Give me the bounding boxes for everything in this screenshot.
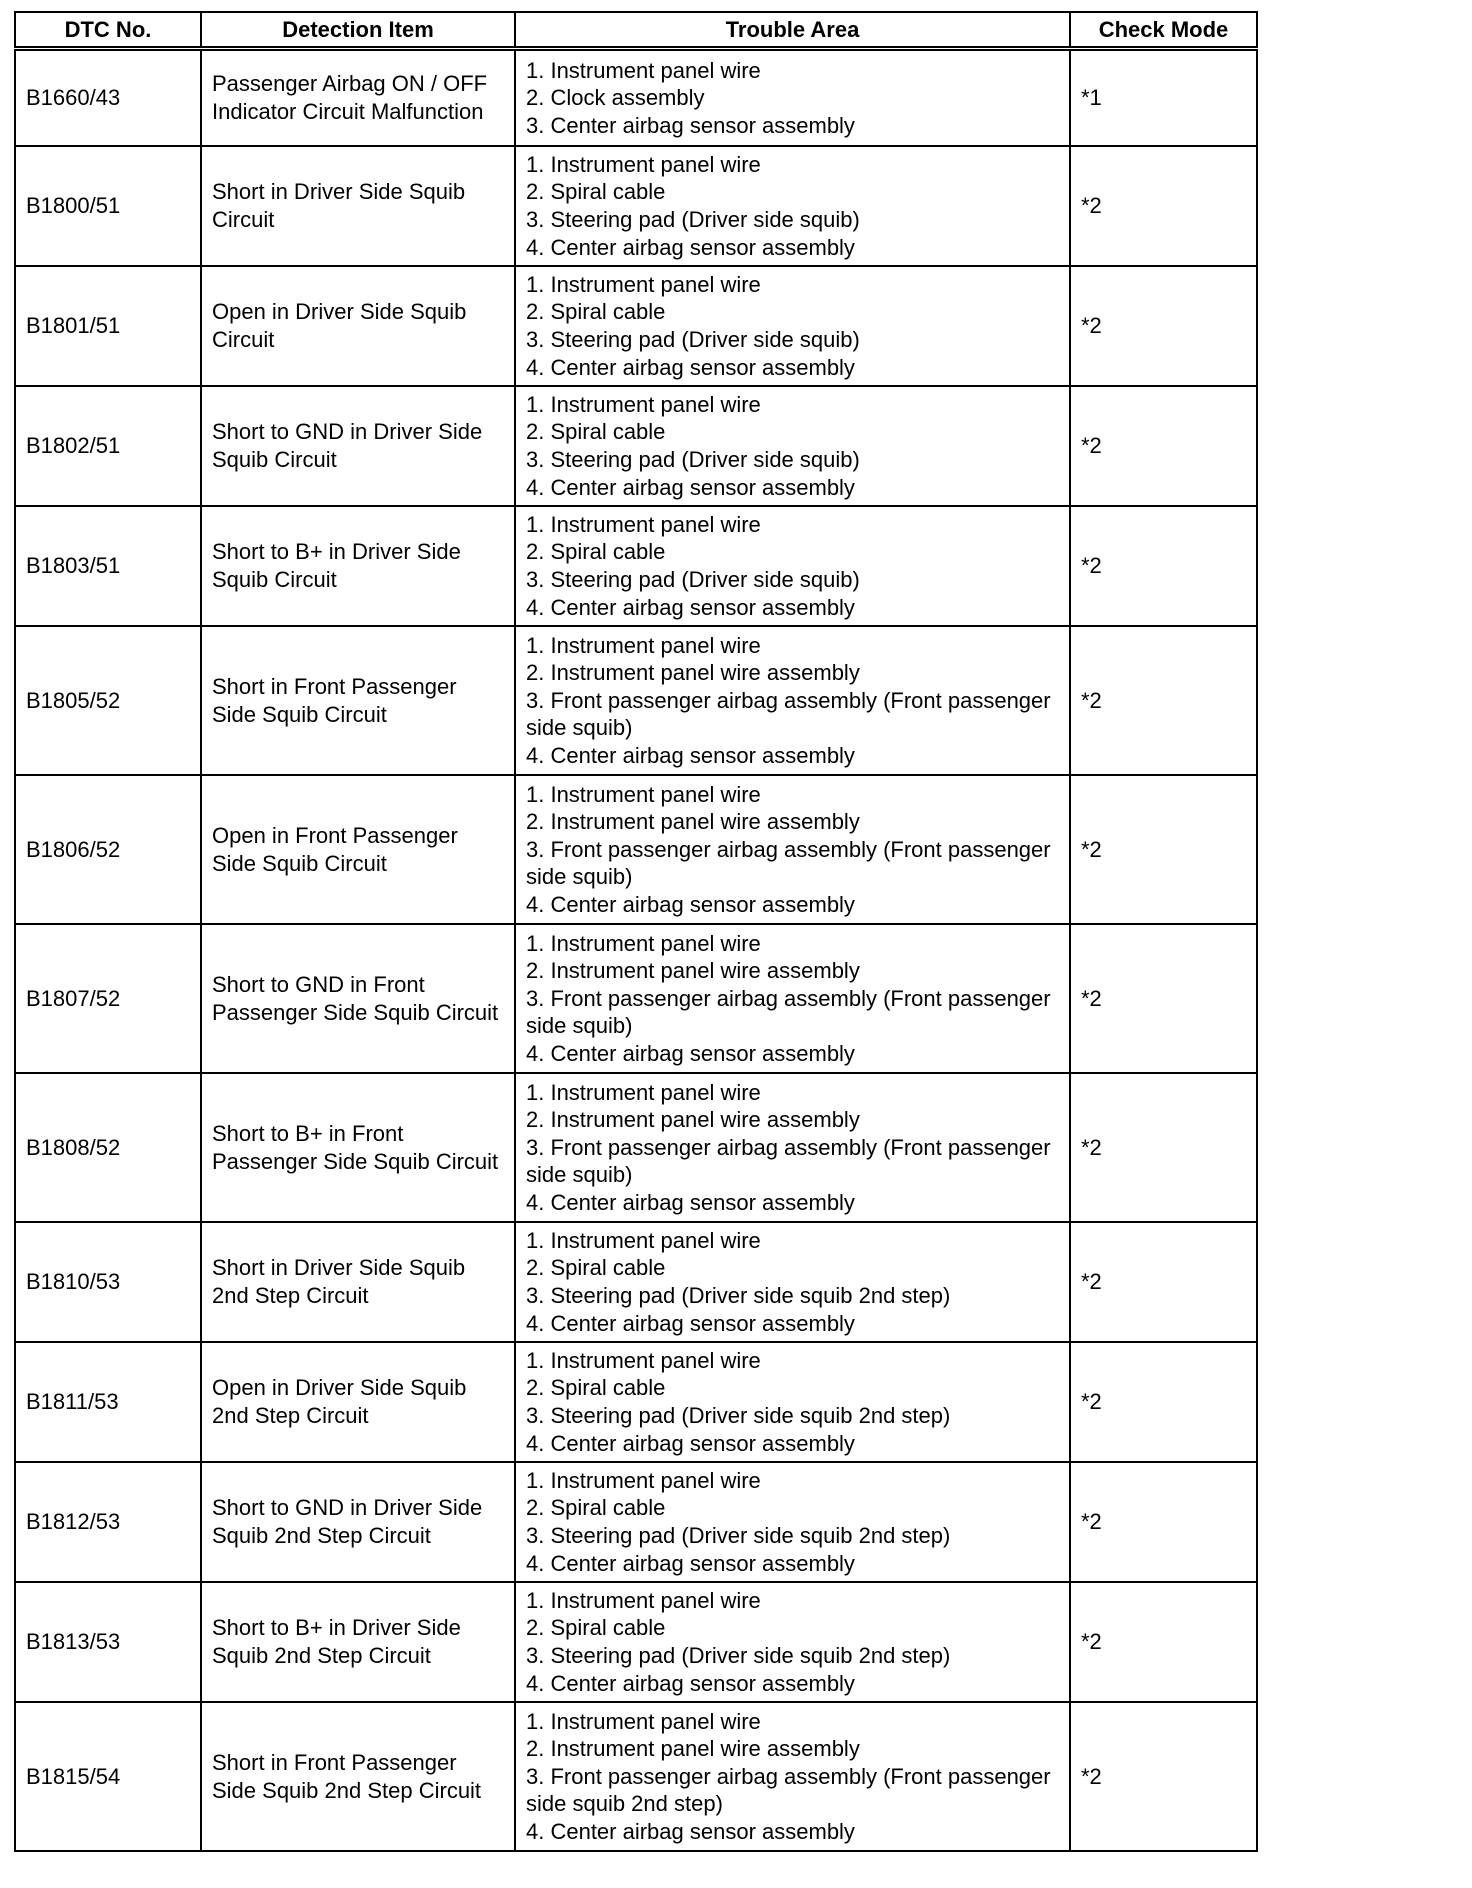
table-row [15,924,1257,1073]
trouble-area-item: 3. Front passenger airbag assembly (Front passenger side squib 2nd step) [526,1763,1051,1817]
trouble-area-item: 3. Front passenger airbag assembly (Front passenger side squib) [526,687,1051,741]
trouble-area-cell [515,266,1070,386]
dtc-number-cell: B1811/53 [15,1342,201,1462]
detection-item-cell: Open in Front Passenger Side Squib Circuit [201,775,515,924]
trouble-area-item: 4. Center airbag sensor assembly [526,474,855,500]
dtc-number-cell: B1813/53 [15,1582,201,1702]
header-dtc-no: DTC No. [15,12,201,49]
header-check-mode: Check Mode [1070,12,1257,49]
trouble-area-item: 2. Instrument panel wire assembly [526,660,860,686]
trouble-area-cell [515,1582,1070,1702]
table-row [15,1702,1257,1851]
trouble-area-item: 3. Steering pad (Driver side squib) [526,327,860,352]
dtc-table-container [14,11,1258,1852]
table-row [15,1222,1257,1342]
check-mode-cell: *2 [1070,1222,1257,1342]
trouble-area-item: 1. Instrument panel wire [526,1227,761,1253]
table-row [15,775,1257,924]
detection-item-cell: Short in Front Passenger Side Squib Circuit [201,626,515,775]
detection-item-cell: Short to GND in Driver Side Squib Circuit [201,386,515,506]
dtc-number-cell: B1806/52 [15,775,201,924]
trouble-area-item: 3. Steering pad (Driver side squib) [526,567,860,592]
trouble-area-cell [515,1342,1070,1462]
trouble-area-cell [515,1702,1070,1851]
trouble-area-item: 1. Instrument panel wire [526,511,761,537]
trouble-area-cell [515,146,1070,266]
header-trouble-area: Trouble Area [515,12,1070,49]
dtc-number-cell: B1803/51 [15,506,201,626]
trouble-area-item: 1. Instrument panel wire [526,57,761,83]
table-row [15,386,1257,506]
table-row [15,49,1257,147]
table-row [15,1582,1257,1702]
trouble-area-item: 4. Center airbag sensor assembly [526,1818,855,1844]
trouble-area-item: 2. Spiral cable [526,1615,666,1641]
detection-item-cell: Short to B+ in Driver Side Squib 2nd Step Circuit [201,1582,515,1702]
trouble-area-item: 4. Center airbag sensor assembly [526,1430,855,1456]
trouble-area-item: 1. Instrument panel wire [526,1587,761,1613]
trouble-area-item: 2. Instrument panel wire assembly [526,1736,860,1762]
trouble-area-item: 1. Instrument panel wire [526,1708,761,1734]
detection-item-cell: Short to B+ in Driver Side Squib Circuit [201,506,515,626]
table-row [15,1462,1257,1582]
dtc-number-cell: B1801/51 [15,266,201,386]
dtc-number-cell: B1802/51 [15,386,201,506]
check-mode-cell: *1 [1070,49,1257,147]
table-body [15,49,1257,1852]
trouble-area-item: 3. Center airbag sensor assembly [526,112,855,138]
trouble-area-item: 4. Center airbag sensor assembly [526,234,855,260]
table-row [15,506,1257,626]
dtc-number-cell: B1807/52 [15,924,201,1073]
trouble-area-item: 4. Center airbag sensor assembly [526,742,855,768]
check-mode-cell: *2 [1070,1073,1257,1222]
trouble-area-cell [515,1073,1070,1222]
trouble-area-item: 2. Spiral cable [526,1375,666,1401]
check-mode-cell: *2 [1070,1462,1257,1582]
dtc-table [14,11,1258,1852]
trouble-area-item: 3. Front passenger airbag assembly (Front passenger side squib) [526,1134,1051,1188]
trouble-area-item: 2. Spiral cable [526,1495,666,1521]
trouble-area-item: 3. Steering pad (Driver side squib 2nd step) [526,1643,951,1668]
check-mode-cell: *2 [1070,266,1257,386]
trouble-area-item: 4. Center airbag sensor assembly [526,891,855,917]
trouble-area-item: 2. Spiral cable [526,1255,666,1281]
table-row [15,146,1257,266]
trouble-area-item: 3. Steering pad (Driver side squib 2nd step) [526,1403,951,1428]
check-mode-cell: *2 [1070,1342,1257,1462]
dtc-number-cell: B1808/52 [15,1073,201,1222]
trouble-area-item: 1. Instrument panel wire [526,930,761,956]
trouble-area-item: 2. Spiral cable [526,179,666,205]
trouble-area-item: 4. Center airbag sensor assembly [526,594,855,620]
check-mode-cell: *2 [1070,1582,1257,1702]
detection-item-cell: Short to B+ in Front Passenger Side Squib Circuit [201,1073,515,1222]
trouble-area-cell [515,1222,1070,1342]
trouble-area-cell [515,506,1070,626]
trouble-area-cell [515,386,1070,506]
trouble-area-item: 1. Instrument panel wire [526,781,761,807]
check-mode-cell: *2 [1070,775,1257,924]
table-row [15,266,1257,386]
trouble-area-cell [515,775,1070,924]
dtc-number-cell: B1660/43 [15,49,201,147]
trouble-area-cell [515,1462,1070,1582]
trouble-area-item: 2. Instrument panel wire assembly [526,958,860,984]
check-mode-cell: *2 [1070,626,1257,775]
trouble-area-item: 1. Instrument panel wire [526,151,761,177]
trouble-area-item: 4. Center airbag sensor assembly [526,1189,855,1215]
trouble-area-item: 1. Instrument panel wire [526,1079,761,1105]
header-detection-item: Detection Item [201,12,515,49]
trouble-area-item: 1. Instrument panel wire [526,391,761,417]
dtc-number-cell: B1815/54 [15,1702,201,1851]
dtc-number-cell: B1812/53 [15,1462,201,1582]
trouble-area-item: 2. Spiral cable [526,539,666,565]
trouble-area-item: 1. Instrument panel wire [526,271,761,297]
trouble-area-item: 1. Instrument panel wire [526,1347,761,1373]
trouble-area-item: 3. Steering pad (Driver side squib) [526,447,860,472]
detection-item-cell: Open in Driver Side Squib Circuit [201,266,515,386]
check-mode-cell: *2 [1070,506,1257,626]
trouble-area-item: 3. Front passenger airbag assembly (Front passenger side squib) [526,985,1051,1039]
trouble-area-item: 3. Steering pad (Driver side squib 2nd step) [526,1523,951,1548]
table-row [15,1073,1257,1222]
dtc-number-cell: B1810/53 [15,1222,201,1342]
table-header-row [15,12,1257,49]
trouble-area-item: 3. Steering pad (Driver side squib 2nd step) [526,1283,951,1308]
table-row [15,1342,1257,1462]
trouble-area-item: 1. Instrument panel wire [526,632,761,658]
trouble-area-item: 3. Front passenger airbag assembly (Front passenger side squib) [526,836,1051,890]
trouble-area-item: 2. Spiral cable [526,299,666,325]
detection-item-cell: Short to GND in Driver Side Squib 2nd Step Circuit [201,1462,515,1582]
trouble-area-cell [515,924,1070,1073]
trouble-area-item: 4. Center airbag sensor assembly [526,1310,855,1336]
detection-item-cell: Short in Front Passenger Side Squib 2nd Step Circuit [201,1702,515,1851]
trouble-area-item: 2. Instrument panel wire assembly [526,809,860,835]
trouble-area-item: 2. Instrument panel wire assembly [526,1107,860,1133]
trouble-area-cell [515,49,1070,147]
table-row [15,626,1257,775]
trouble-area-cell [515,626,1070,775]
trouble-area-item: 4. Center airbag sensor assembly [526,354,855,380]
check-mode-cell: *2 [1070,924,1257,1073]
check-mode-cell: *2 [1070,386,1257,506]
trouble-area-item: 1. Instrument panel wire [526,1467,761,1493]
trouble-area-item: 2. Spiral cable [526,419,666,445]
detection-item-cell: Passenger Airbag ON / OFF Indicator Circuit Malfunction [201,49,515,147]
check-mode-cell: *2 [1070,146,1257,266]
detection-item-cell: Short in Driver Side Squib 2nd Step Circuit [201,1222,515,1342]
trouble-area-item: 4. Center airbag sensor assembly [526,1550,855,1576]
trouble-area-item: 4. Center airbag sensor assembly [526,1670,855,1696]
trouble-area-item: 3. Steering pad (Driver side squib) [526,207,860,232]
trouble-area-item: 2. Clock assembly [526,85,705,111]
check-mode-cell: *2 [1070,1702,1257,1851]
dtc-number-cell: B1805/52 [15,626,201,775]
detection-item-cell: Open in Driver Side Squib 2nd Step Circuit [201,1342,515,1462]
detection-item-cell: Short to GND in Front Passenger Side Squib Circuit [201,924,515,1073]
detection-item-cell: Short in Driver Side Squib Circuit [201,146,515,266]
trouble-area-item: 4. Center airbag sensor assembly [526,1040,855,1066]
dtc-number-cell: B1800/51 [15,146,201,266]
